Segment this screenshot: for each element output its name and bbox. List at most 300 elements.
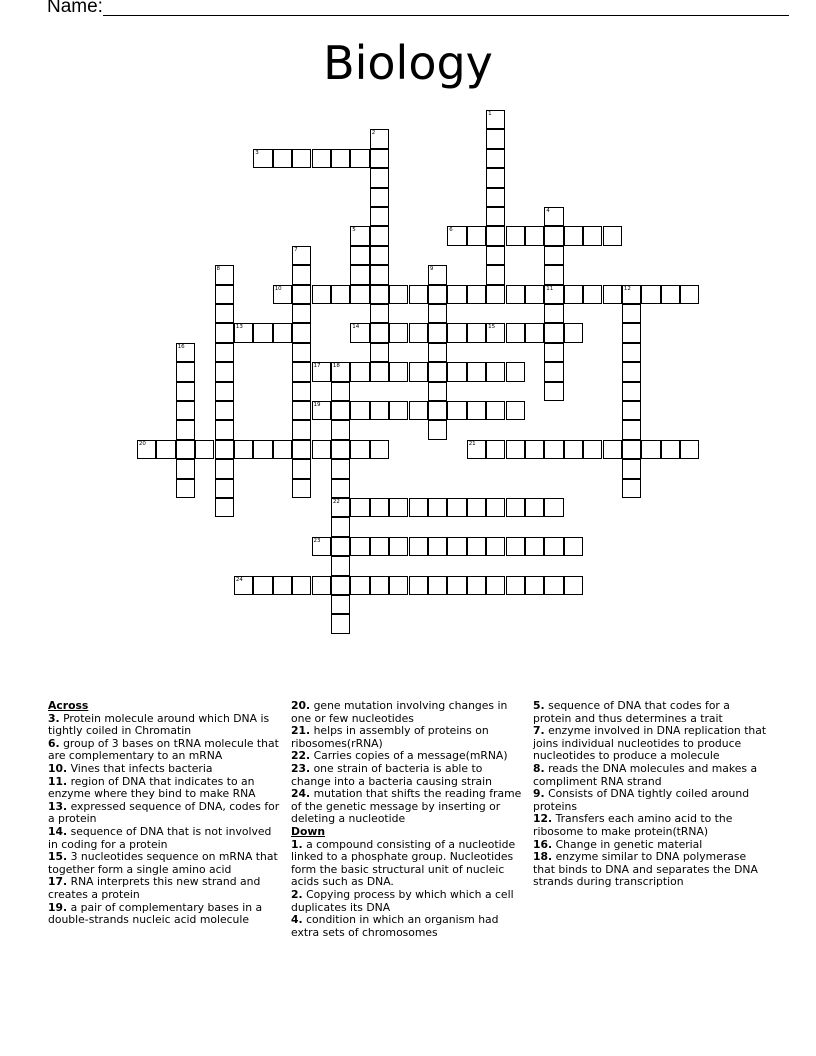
grid-cell[interactable] (215, 285, 234, 304)
grid-cell[interactable] (622, 420, 641, 439)
clue-item-text: Consists of DNA tightly coiled around proteins (533, 787, 750, 813)
grid-cell[interactable] (622, 323, 641, 342)
grid-cell[interactable] (350, 285, 369, 304)
grid-cell[interactable] (331, 149, 350, 168)
grid-cell[interactable] (370, 129, 389, 148)
grid-cell[interactable] (370, 265, 389, 284)
grid-cell[interactable] (409, 362, 428, 381)
grid-cell[interactable] (409, 498, 428, 517)
grid-cell[interactable] (409, 285, 428, 304)
grid-cell[interactable] (292, 440, 311, 459)
grid-cell[interactable] (389, 401, 408, 420)
clue-number: 14 (352, 324, 360, 331)
grid-cell[interactable] (370, 246, 389, 265)
clue-number: 5 (352, 227, 356, 234)
grid-cell[interactable] (370, 207, 389, 226)
grid-cell[interactable] (370, 440, 389, 459)
grid-cell[interactable] (428, 362, 447, 381)
grid-cell[interactable] (215, 420, 234, 439)
clue-item-number: 3. (48, 711, 60, 725)
grid-cell[interactable] (544, 265, 563, 284)
grid-cell[interactable] (622, 440, 641, 459)
clue-item-text: enzyme similar to DNA polymerase that binds to DNA and separates the DNA strands during transcription (533, 850, 758, 889)
clue-item (48, 713, 280, 738)
clue-item-number: 18. (533, 850, 553, 864)
clue-item-text: group of 3 bases on tRNA molecule that are complementary to an mRNA (48, 736, 279, 763)
grid-cell[interactable] (331, 479, 350, 498)
grid-cell[interactable] (292, 459, 311, 478)
grid-cell[interactable] (409, 576, 428, 595)
clue-number: 23 (313, 537, 321, 544)
grid-cell[interactable] (176, 362, 195, 381)
grid-cell[interactable] (506, 401, 525, 420)
grid-cell[interactable] (486, 537, 505, 556)
clue-item-text: RNA interprets this new strand and creates a protein (48, 875, 261, 901)
grid-cell[interactable] (506, 362, 525, 381)
grid-cell[interactable] (467, 576, 486, 595)
grid-cell[interactable] (447, 323, 466, 342)
clue-item-text: condition in which an organism had extra sets of chromosomes (291, 913, 499, 939)
clue-item-number: 21. (291, 724, 311, 738)
grid-cell[interactable] (370, 188, 389, 207)
grid-cell[interactable] (428, 576, 447, 595)
grid-cell[interactable] (176, 382, 195, 401)
grid-cell[interactable] (506, 537, 525, 556)
grid-cell[interactable] (467, 362, 486, 381)
grid-cell[interactable] (641, 285, 660, 304)
grid-cell[interactable] (447, 537, 466, 556)
grid-cell[interactable] (312, 537, 331, 556)
clue-section-heading: Down (291, 824, 326, 838)
grid-cell[interactable] (292, 479, 311, 498)
grid-cell[interactable] (292, 343, 311, 362)
grid-cell[interactable] (215, 401, 234, 420)
clue-item (533, 813, 771, 838)
grid-cell[interactable] (370, 537, 389, 556)
grid-cell[interactable] (506, 226, 525, 245)
grid-cell[interactable] (350, 149, 369, 168)
grid-cell[interactable] (486, 498, 505, 517)
clue-column-1 (48, 700, 280, 927)
clue-item (48, 851, 280, 876)
grid-cell[interactable] (350, 323, 369, 342)
grid-cell[interactable] (428, 304, 447, 323)
grid-cell[interactable] (215, 304, 234, 323)
grid-cell[interactable] (467, 498, 486, 517)
grid-cell[interactable] (350, 265, 369, 284)
clue-item-text: sequence of DNA that codes for a protein and thus determines a trait (533, 699, 730, 725)
grid-cell[interactable] (641, 440, 660, 459)
grid-cell[interactable] (215, 362, 234, 381)
clue-item (533, 725, 771, 763)
clue-item-text: Change in genetic material (555, 837, 703, 851)
grid-cell[interactable] (292, 323, 311, 342)
grid-cell[interactable] (486, 440, 505, 459)
grid-cell[interactable] (370, 149, 389, 168)
clue-item-text: expressed sequence of DNA, codes for a protein (48, 799, 280, 826)
clue-item (291, 788, 525, 826)
grid-cell[interactable] (253, 323, 272, 342)
grid-cell[interactable] (331, 382, 350, 401)
clue-item-text: a compound consisting of a nucleotide linked to a phosphate group. Nucleotides form the basic structural unit of nucleic acids such as DNA. (291, 837, 516, 889)
clue-number: 17 (313, 363, 321, 370)
grid-cell[interactable] (331, 498, 350, 517)
grid-cell[interactable] (486, 188, 505, 207)
grid-cell[interactable] (273, 440, 292, 459)
grid-cell[interactable] (486, 265, 505, 284)
grid-cell[interactable] (544, 440, 563, 459)
grid-cell[interactable] (506, 498, 525, 517)
clue-item (291, 889, 525, 914)
clue-item-number: 5. (533, 699, 545, 712)
clue-column-2 (291, 700, 525, 939)
grid-cell[interactable] (447, 401, 466, 420)
grid-cell[interactable] (564, 285, 583, 304)
grid-cell[interactable] (525, 285, 544, 304)
grid-cell[interactable] (428, 285, 447, 304)
grid-cell[interactable] (486, 246, 505, 265)
grid-cell[interactable] (370, 401, 389, 420)
clue-item-text: Carries copies of a message(mRNA) (313, 749, 508, 763)
clue-item (291, 700, 525, 725)
grid-cell[interactable] (234, 576, 253, 595)
grid-cell[interactable] (215, 498, 234, 517)
grid-cell[interactable] (486, 207, 505, 226)
grid-cell[interactable] (525, 498, 544, 517)
grid-cell[interactable] (447, 576, 466, 595)
clue-item-text: helps in assembly of proteins on ribosomes(rRNA) (291, 724, 489, 750)
grid-cell[interactable] (312, 362, 331, 381)
grid-cell[interactable] (622, 285, 641, 304)
clue-number: 2 (371, 130, 376, 137)
clue-item (291, 914, 525, 939)
grid-cell[interactable] (292, 401, 311, 420)
grid-cell[interactable] (525, 537, 544, 556)
clue-number: 8 (216, 266, 220, 273)
grid-cell[interactable] (176, 343, 195, 362)
grid-cell[interactable] (486, 110, 505, 129)
grid-cell[interactable] (253, 440, 272, 459)
grid-cell[interactable] (544, 382, 563, 401)
grid-cell[interactable] (389, 537, 408, 556)
grid-cell[interactable] (389, 498, 408, 517)
grid-cell[interactable] (312, 440, 331, 459)
grid-cell[interactable] (564, 323, 583, 342)
grid-cell[interactable] (292, 265, 311, 284)
grid-cell[interactable] (428, 537, 447, 556)
grid-cell[interactable] (544, 246, 563, 265)
grid-cell[interactable] (370, 498, 389, 517)
grid-cell[interactable] (525, 323, 544, 342)
grid-cell[interactable] (350, 246, 369, 265)
grid-cell[interactable] (506, 440, 525, 459)
grid-cell[interactable] (467, 285, 486, 304)
clue-item-text: Protein molecule around which DNA is tightly coiled in Chromatin (48, 711, 270, 738)
clue-item-text: mutation that shifts the reading frame of the genetic message by inserting or deleting a nucleotide (291, 787, 522, 826)
grid-cell[interactable] (370, 226, 389, 245)
grid-cell[interactable] (331, 459, 350, 478)
grid-cell[interactable] (661, 285, 680, 304)
grid-cell[interactable] (331, 440, 350, 459)
grid-cell[interactable] (583, 226, 602, 245)
grid-cell[interactable] (176, 479, 195, 498)
grid-cell[interactable] (428, 401, 447, 420)
grid-cell[interactable] (409, 401, 428, 420)
grid-cell[interactable] (525, 440, 544, 459)
grid-cell[interactable] (253, 576, 272, 595)
grid-cell[interactable] (467, 401, 486, 420)
grid-cell[interactable] (215, 440, 234, 459)
grid-cell[interactable] (544, 226, 563, 245)
grid-cell[interactable] (273, 576, 292, 595)
grid-cell[interactable] (564, 440, 583, 459)
grid-cell[interactable] (506, 323, 525, 342)
grid-cell[interactable] (350, 576, 369, 595)
grid-cell[interactable] (195, 440, 214, 459)
grid-cell[interactable] (525, 576, 544, 595)
grid-cell[interactable] (583, 440, 602, 459)
grid-cell[interactable] (234, 323, 253, 342)
grid-cell[interactable] (622, 343, 641, 362)
grid-cell[interactable] (622, 401, 641, 420)
clue-number: 24 (235, 576, 243, 583)
grid-cell[interactable] (622, 382, 641, 401)
grid-cell[interactable] (680, 285, 699, 304)
clue-item-number: 12. (533, 812, 553, 826)
clue-item-text: one strain of bacteria is able to change into a bacteria causing strain (291, 761, 493, 788)
clue-item-number: 7. (533, 724, 545, 738)
grid-cell[interactable] (331, 362, 350, 381)
clue-column-3 (533, 700, 771, 889)
grid-cell[interactable] (370, 362, 389, 381)
clue-item-number: 15. (48, 850, 68, 864)
grid-cell[interactable] (525, 226, 544, 245)
clue-number: 12 (623, 285, 631, 292)
grid-cell[interactable] (292, 149, 311, 168)
grid-cell[interactable] (176, 440, 195, 459)
grid-cell[interactable] (331, 556, 350, 575)
grid-cell[interactable] (486, 149, 505, 168)
clue-item-text: Copying process by which which a cell duplicates its DNA (291, 887, 514, 914)
grid-cell[interactable] (253, 149, 272, 168)
grid-cell[interactable] (544, 323, 563, 342)
clue-item-number: 14. (48, 824, 68, 838)
grid-cell[interactable] (273, 323, 292, 342)
clue-number: 13 (235, 324, 243, 331)
grid-cell[interactable] (428, 382, 447, 401)
grid-cell[interactable] (350, 226, 369, 245)
grid-cell[interactable] (467, 440, 486, 459)
grid-cell[interactable] (331, 517, 350, 536)
grid-cell[interactable] (409, 323, 428, 342)
grid-cell[interactable] (312, 285, 331, 304)
grid-cell[interactable] (350, 537, 369, 556)
grid-cell[interactable] (447, 226, 466, 245)
grid-cell[interactable] (389, 323, 408, 342)
clue-number: 22 (332, 499, 340, 505)
grid-cell[interactable] (583, 285, 602, 304)
grid-cell[interactable] (544, 498, 563, 517)
grid-cell[interactable] (564, 537, 583, 556)
clue-item-number: 6. (48, 736, 60, 750)
grid-cell[interactable] (447, 498, 466, 517)
grid-cell[interactable] (564, 576, 583, 595)
grid-cell[interactable] (312, 401, 331, 420)
clue-item-text: Vines that infects bacteria (70, 761, 213, 775)
grid-cell[interactable] (467, 226, 486, 245)
grid-cell[interactable] (389, 576, 408, 595)
grid-cell[interactable] (467, 323, 486, 342)
grid-cell[interactable] (603, 440, 622, 459)
grid-cell[interactable] (370, 168, 389, 187)
clue-item-number: 19. (48, 900, 68, 914)
clue-number: 4 (546, 208, 550, 214)
grid-cell[interactable] (292, 285, 311, 304)
puzzle-title: Biology (323, 36, 493, 90)
grid-cell[interactable] (428, 498, 447, 517)
clue-item-number: 16. (533, 837, 553, 851)
grid-cell[interactable] (292, 246, 311, 265)
grid-cell[interactable] (350, 440, 369, 459)
clue-number: 11 (546, 285, 554, 292)
clue-item-text: 3 nucleotides sequence on mRNA that together form a single amino acid (48, 850, 278, 876)
clue-item (533, 851, 771, 889)
grid-cell[interactable] (622, 459, 641, 478)
grid-cell[interactable] (544, 576, 563, 595)
grid-cell[interactable] (544, 343, 563, 362)
grid-cell[interactable] (156, 440, 175, 459)
grid-cell[interactable] (350, 498, 369, 517)
grid-cell[interactable] (292, 382, 311, 401)
clue-number: 20 (138, 440, 146, 447)
clue-number: 9 (429, 266, 434, 273)
grid-cell[interactable] (389, 362, 408, 381)
grid-cell[interactable] (331, 614, 350, 633)
grid-cell[interactable] (544, 304, 563, 323)
grid-cell[interactable] (486, 168, 505, 187)
grid-cell[interactable] (486, 362, 505, 381)
clue-item (48, 776, 280, 801)
clue-item (533, 700, 771, 725)
clue-number: 15 (488, 324, 496, 331)
grid-cell[interactable] (409, 537, 428, 556)
grid-cell[interactable] (447, 362, 466, 381)
grid-cell[interactable] (544, 362, 563, 381)
grid-cell[interactable] (312, 149, 331, 168)
grid-cell[interactable] (486, 226, 505, 245)
grid-cell[interactable] (292, 304, 311, 323)
grid-cell[interactable] (331, 420, 350, 439)
grid-cell[interactable] (215, 265, 234, 284)
clue-item-number: 9. (533, 787, 545, 801)
clue-number: 3 (255, 149, 259, 156)
grid-cell[interactable] (447, 285, 466, 304)
grid-cell[interactable] (331, 285, 350, 304)
grid-cell[interactable] (680, 440, 699, 459)
grid-cell[interactable] (331, 401, 350, 420)
clue-item-number: 11. (48, 774, 68, 788)
grid-cell[interactable] (292, 362, 311, 381)
clue-item-number: 22. (291, 749, 311, 763)
clue-number: 1 (488, 111, 492, 117)
grid-cell[interactable] (331, 537, 350, 556)
grid-cell[interactable] (350, 362, 369, 381)
clue-item (48, 826, 280, 851)
clue-number: 21 (468, 440, 476, 447)
grid-cell[interactable] (486, 401, 505, 420)
grid-cell[interactable] (331, 576, 350, 595)
grid-cell[interactable] (350, 401, 369, 420)
grid-cell[interactable] (544, 285, 563, 304)
clue-item-text: reads the DNA molecules and makes a compliment RNA strand (533, 761, 758, 788)
grid-cell[interactable] (428, 323, 447, 342)
grid-cell[interactable] (370, 576, 389, 595)
grid-cell[interactable] (622, 304, 641, 323)
grid-cell[interactable] (486, 129, 505, 148)
grid-cell[interactable] (506, 285, 525, 304)
grid-cell[interactable] (234, 440, 253, 459)
grid-cell[interactable] (622, 362, 641, 381)
grid-cell[interactable] (486, 576, 505, 595)
clue-item (291, 839, 525, 889)
grid-cell[interactable] (292, 576, 311, 595)
grid-cell[interactable] (603, 285, 622, 304)
grid-cell[interactable] (176, 459, 195, 478)
grid-cell[interactable] (312, 576, 331, 595)
clue-number: 7 (294, 246, 298, 253)
grid-cell[interactable] (622, 479, 641, 498)
grid-cell[interactable] (389, 285, 408, 304)
grid-cell[interactable] (428, 420, 447, 439)
clue-item-text: gene mutation involving changes in one or few nucleotides (291, 699, 508, 725)
grid-cell[interactable] (486, 285, 505, 304)
grid-cell[interactable] (544, 537, 563, 556)
grid-cell[interactable] (661, 440, 680, 459)
clue-item-text: region of DNA that indicates to an enzyme where they bind to make RNA (48, 774, 256, 801)
grid-cell[interactable] (176, 420, 195, 439)
grid-cell[interactable] (215, 459, 234, 478)
grid-cell[interactable] (292, 420, 311, 439)
grid-cell[interactable] (215, 382, 234, 401)
grid-cell[interactable] (370, 323, 389, 342)
grid-cell[interactable] (564, 226, 583, 245)
clue-item-number: 2. (291, 887, 303, 901)
grid-cell[interactable] (215, 343, 234, 362)
grid-cell[interactable] (331, 595, 350, 614)
grid-cell[interactable] (137, 440, 156, 459)
grid-cell[interactable] (506, 576, 525, 595)
clue-item-number: 20. (291, 699, 311, 712)
clue-number: 18 (332, 363, 340, 370)
grid-cell[interactable] (428, 343, 447, 362)
grid-cell[interactable] (428, 265, 447, 284)
grid-cell[interactable] (215, 323, 234, 342)
clue-item-number: 13. (48, 799, 68, 813)
grid-cell[interactable] (273, 149, 292, 168)
grid-cell[interactable] (370, 343, 389, 362)
grid-cell[interactable] (467, 537, 486, 556)
grid-cell[interactable] (603, 226, 622, 245)
grid-cell[interactable] (370, 285, 389, 304)
clue-number: 16 (177, 343, 185, 350)
grid-cell[interactable] (273, 285, 292, 304)
grid-cell[interactable] (486, 323, 505, 342)
grid-cell[interactable] (370, 304, 389, 323)
grid-cell[interactable] (215, 479, 234, 498)
grid-cell[interactable] (544, 207, 563, 226)
clue-item-text: sequence of DNA that is not involved in coding for a protein (48, 824, 272, 851)
grid-cell[interactable] (176, 401, 195, 420)
